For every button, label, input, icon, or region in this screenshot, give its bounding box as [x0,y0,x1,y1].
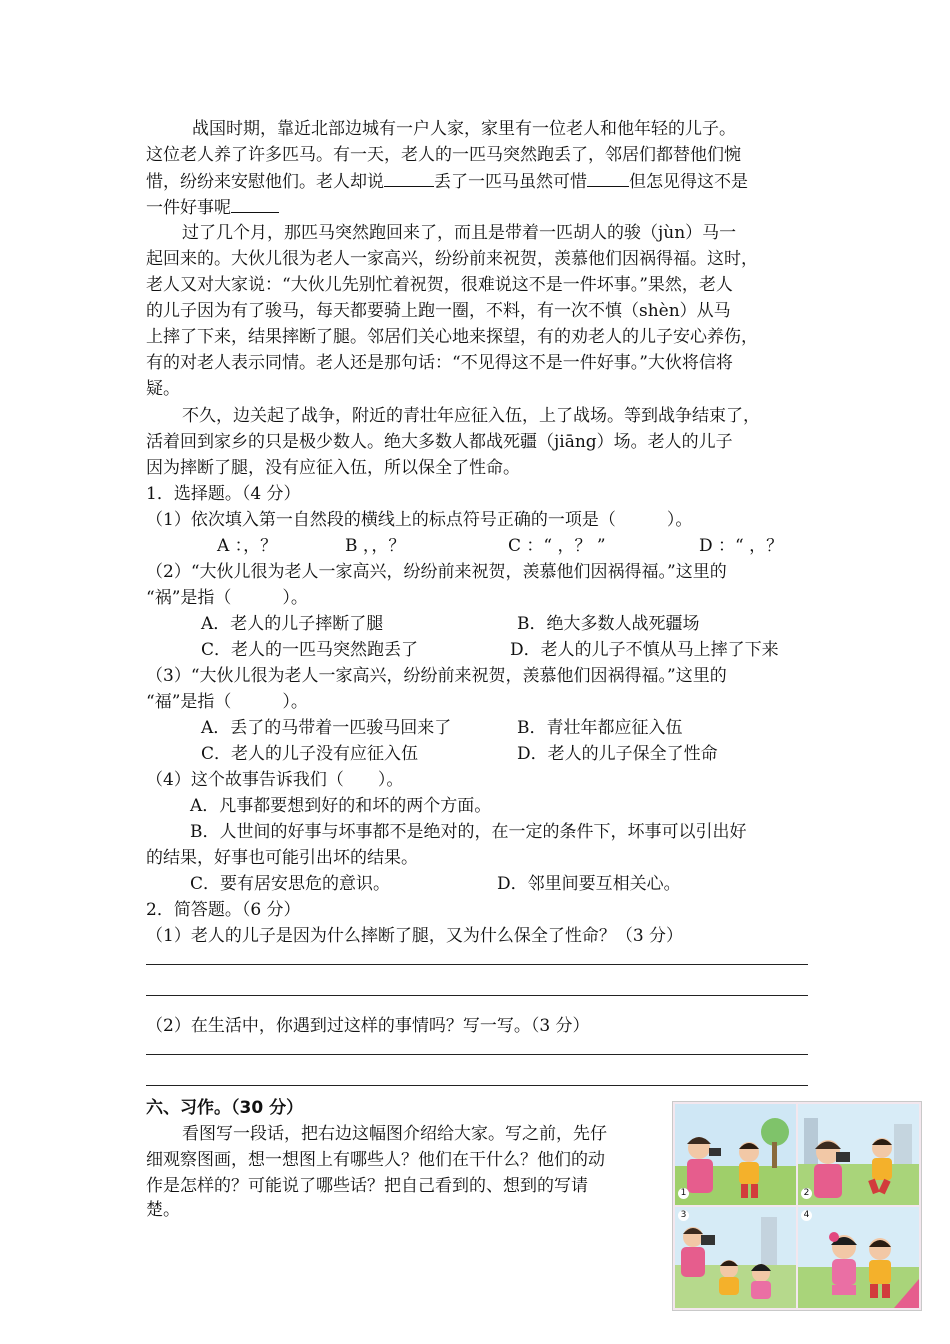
comic-panel-2 [798,1104,919,1205]
q1-1-option-a[interactable]: A ：，？ [217,536,278,556]
q1-2-stem-line1: （2）“大伙儿很为老人一家高兴，纷纷前来祝贺，羡慕他们因祸得福。”这里的 [146,562,727,582]
answer-line[interactable] [146,995,808,996]
story-p2-line3: 老人又对大家说：“大伙儿先别忙着祝贺，很难说这不是一件坏事。”果然，老人 [146,275,733,295]
panel-number: 4 [801,1210,812,1221]
q1-3-option-a[interactable]: A．丢了的马带着一匹骏马回来了 [201,718,452,738]
story-p2-line4: 的儿子因为有了骏马，每天都要骑上跑一圈，不料，有一次不慎（shèn）从马 [146,301,731,321]
story-p3-line1: 不久，边关起了战争，附近的青壮年应征入伍，上了战场。等到战争结束了， [182,406,760,426]
q1-2-option-b[interactable]: B．绝大多数人战死疆场 [517,614,700,634]
answer-line[interactable] [146,1085,808,1086]
story-p1-line1: 战国时期，靠近北部边城有一户人家，家里有一位老人和他年轻的儿子。 [192,119,736,139]
q1-3-stem-line1: （3）“大伙儿很为老人一家高兴，纷纷前来祝贺，羡慕他们因祸得福。”这里的 [146,666,727,686]
story-p3-line2: 活着回到家乡的只是极少数人。绝大多数人都战死疆（jiāng）场。老人的儿子 [146,432,733,452]
q1-1-option-d[interactable]: D ：“ ，？ [699,536,784,556]
composition-prompt-line2: 细观察图画，想一想图上有哪些人？他们在干什么？他们的动 [146,1150,605,1170]
q1-4-stem: （4）这个故事告诉我们（ ）。 [146,770,404,790]
answer-line[interactable] [146,964,808,965]
q1-2-option-d[interactable]: D．老人的儿子不慎从马上摔了下来 [510,640,779,660]
q2-1-stem: （1）老人的儿子是因为什么摔断了腿，又为什么保全了性命？（3 分） [146,926,684,946]
q1-4-option-c[interactable]: C．要有居安思危的意识。 [190,874,391,894]
q1-2-option-a[interactable]: A．老人的儿子摔断了腿 [201,614,384,634]
story-p2-line5: 上摔了下来，结果摔断了腿。邻居们关心地来探望，有的劝老人的儿子安心养伤， [146,327,758,347]
q1-1-option-c[interactable]: C ：“ ，？ ” [508,536,606,556]
composition-prompt-line1: 看图写一段话，把右边这幅图介绍给大家。写之前，先仔 [182,1124,607,1144]
answer-blank-3[interactable] [231,194,279,213]
q1-4-option-a[interactable]: A．凡事都要想到好的和坏的两个方面。 [190,796,492,816]
section-six-title: 六、习作。（30 分） [146,1098,304,1118]
q1-1-stem: （1）依次填入第一自然段的横线上的标点符号正确的一项是（ ）。 [146,510,693,530]
story-p1-line2: 这位老人养了许多匹马。有一天，老人的一匹马突然跑丢了，邻居们都替他们惋 [146,145,741,165]
panel-number: 2 [801,1188,812,1199]
composition-prompt-line3: 作是怎样的？可能说了哪些话？把自己看到的、想到的写请 [146,1176,588,1196]
q1-title: 1．选择题。（4 分） [146,484,301,504]
story-p2-line7: 疑。 [146,379,180,399]
q2-2-stem: （2）在生活中，你遇到过这样的事情吗？写一写。（3 分） [146,1016,590,1036]
story-p2-line2: 起回来的。大伙儿很为老人一家高兴，纷纷前来祝贺，羡慕他们因祸得福。这时， [146,249,758,269]
answer-blank-1[interactable] [384,168,434,187]
comic-illustration [672,1101,922,1311]
story-p1-line4: 一件好事呢 [146,194,279,221]
composition-prompt-line4: 楚。 [146,1200,180,1220]
q1-4-option-b-line2[interactable]: 的结果，好事也可能引出坏的结果。 [146,848,418,868]
comic-panel-1 [675,1104,796,1205]
q1-3-option-d[interactable]: D．老人的儿子保全了性命 [517,744,718,764]
q2-title: 2．简答题。（6 分） [146,900,301,920]
panel-number: 1 [678,1188,689,1199]
q1-4-option-d[interactable]: D．邻里间要互相关心。 [497,874,681,894]
comic-panel-3 [675,1207,796,1308]
answer-blank-2[interactable] [587,168,629,187]
q1-3-option-b[interactable]: B．青壮年都应征入伍 [517,718,683,738]
story-p1-line3: 惜，纷纷来安慰他们。老人却说 丢了一匹马虽然可惜 但怎见得这不是 [146,168,748,195]
q1-2-stem-line2: “祸”是指（ ）。 [146,588,308,608]
story-p2-line6: 有的对老人表示同情。老人还是那句话：“不见得这不是一件好事。”大伙将信将 [146,353,733,373]
q1-3-stem-line2: “福”是指（ ）。 [146,692,308,712]
panel-number: 3 [678,1210,689,1221]
comic-panel-4 [798,1207,919,1308]
q1-4-option-b-line1[interactable]: B．人世间的好事与坏事都不是绝对的，在一定的条件下，坏事可以引出好 [190,822,747,842]
q1-3-option-c[interactable]: C．老人的儿子没有应征入伍 [201,744,419,764]
answer-line[interactable] [146,1054,808,1055]
story-p2-line1: 过了几个月，那匹马突然跑回来了，而且是带着一匹胡人的骏（jùn）马一 [182,223,737,243]
q1-2-option-c[interactable]: C．老人的一匹马突然跑丢了 [201,640,419,660]
q1-1-option-b[interactable]: B ，，？ [345,536,406,556]
story-p3-line3: 因为摔断了腿，没有应征入伍，所以保全了性命。 [146,458,520,478]
